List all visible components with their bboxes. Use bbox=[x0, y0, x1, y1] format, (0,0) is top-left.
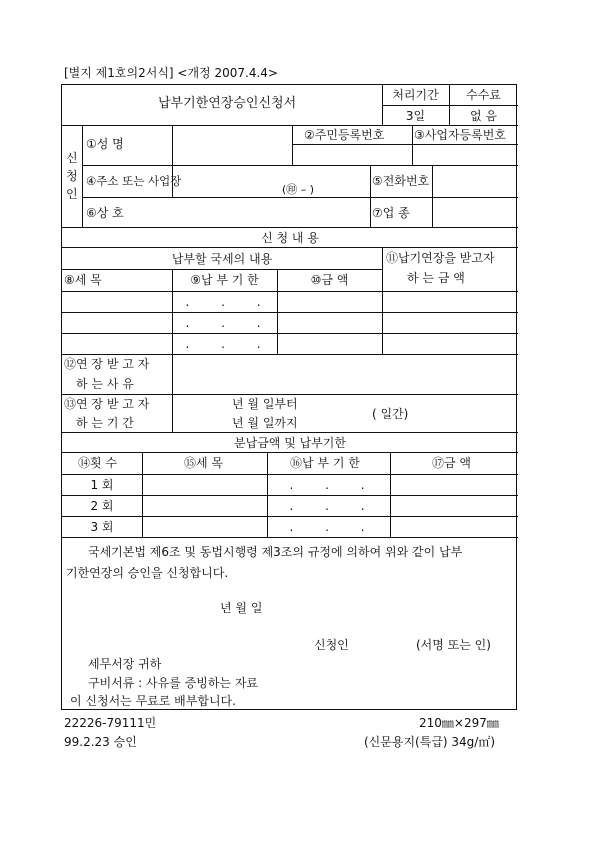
tax-item-label: ⑧세 목 bbox=[64, 273, 102, 287]
statement-line-2: 기한연장의 승인을 신청합니다. bbox=[66, 566, 229, 580]
reason-label-1: ⑫연 장 받 고 자 bbox=[64, 357, 150, 371]
fee-value: 없 음 bbox=[470, 109, 497, 123]
statement-line-1: 국세기본법 제6조 및 동법시행령 제3조의 규정에 의하여 위와 같이 납부 bbox=[88, 545, 463, 559]
phone-label: ⑤전화번호 bbox=[372, 174, 430, 188]
form-reference: [별지 제1호의2서식] <개정 2007.4.4> bbox=[64, 66, 278, 80]
name-label: ①성 명 bbox=[86, 137, 124, 151]
resident-number-label: ②주민등록번호 bbox=[304, 128, 385, 142]
due-date-dots-1: . . . bbox=[185, 295, 275, 309]
extend-amount-label-2: 하 는 금 액 bbox=[407, 271, 465, 285]
applicant-side-label-1: 신 bbox=[66, 151, 78, 165]
amount-label: ⑩금 액 bbox=[310, 273, 349, 287]
installment-row-2: 2 회 bbox=[90, 499, 114, 513]
installments-section-title: 분납금액 및 납부기한 bbox=[234, 436, 346, 450]
request-section-title: 신 청 내 용 bbox=[261, 231, 319, 245]
paper-spec: (신문용지(특급) 34g/㎡) bbox=[364, 735, 496, 749]
form-code: 22226-79111민 bbox=[64, 716, 157, 730]
period-label-2: 하 는 기 간 bbox=[76, 416, 134, 430]
installment-count-label: ⑭횟 수 bbox=[78, 456, 117, 470]
applicant-side-label-2: 청 bbox=[66, 169, 78, 183]
installment-date-dots-1: . . . bbox=[289, 478, 379, 492]
form-title: 납부기한연장승인신청서 bbox=[158, 96, 297, 111]
installment-date-dots-2: . . . bbox=[289, 499, 379, 513]
due-date-label: ⑨납 부 기 한 bbox=[190, 273, 259, 287]
applicant-side-label-3: 인 bbox=[66, 187, 78, 201]
installment-row-1: 1 회 bbox=[90, 478, 114, 492]
trade-name-label: ⑥상 호 bbox=[86, 206, 124, 220]
applicant-signature-line: 신청인 bbox=[314, 638, 349, 652]
installment-amount-label: ⑰금 액 bbox=[432, 456, 471, 470]
processing-period-label: 처리기간 bbox=[392, 88, 439, 102]
installment-row-3: 3 회 bbox=[90, 520, 114, 534]
installment-item-label: ⑮세 목 bbox=[184, 456, 223, 470]
installment-date-dots-3: . . . bbox=[289, 520, 379, 534]
processing-period-value: 3일 bbox=[405, 109, 426, 123]
due-date-dots-3: . . . bbox=[185, 337, 275, 351]
extend-amount-label-1: ⑪납기연장을 받고자 bbox=[386, 251, 495, 265]
business-number-label: ③사업자등록번호 bbox=[414, 128, 506, 142]
attachments-note: 구비서류 : 사유를 증빙하는 자료 bbox=[88, 676, 258, 690]
tax-content-title: 납부할 국세의 내용 bbox=[171, 252, 273, 266]
application-form bbox=[61, 84, 517, 710]
approval-date: 99.2.23 승인 bbox=[64, 735, 137, 749]
reason-label-2: 하 는 사 유 bbox=[76, 377, 134, 391]
postal-code-mark: (㊞ – ) bbox=[282, 183, 315, 196]
period-label-1: ⑬연 장 받 고 자 bbox=[64, 397, 150, 411]
period-from: 년 월 일부터 bbox=[232, 397, 298, 411]
signature-note: (서명 또는 인) bbox=[416, 638, 491, 652]
fee-label: 수수료 bbox=[466, 88, 501, 102]
installment-due-label: ⑯납 부 기 한 bbox=[290, 456, 360, 470]
addressee: 세무서장 귀하 bbox=[88, 657, 162, 671]
period-to: 년 월 일까지 bbox=[232, 416, 298, 430]
period-days: ( 일간) bbox=[372, 407, 409, 421]
paper-size: 210㎜×297㎜ bbox=[419, 716, 499, 730]
address-label: ④주소 또는 사업장 bbox=[86, 174, 182, 188]
application-date-line: 년 월 일 bbox=[220, 601, 263, 615]
business-type-label: ⑦업 종 bbox=[372, 206, 410, 220]
free-distribution-note: 이 신청서는 무료로 배부합니다. bbox=[70, 694, 236, 708]
due-date-dots-2: . . . bbox=[185, 316, 275, 330]
